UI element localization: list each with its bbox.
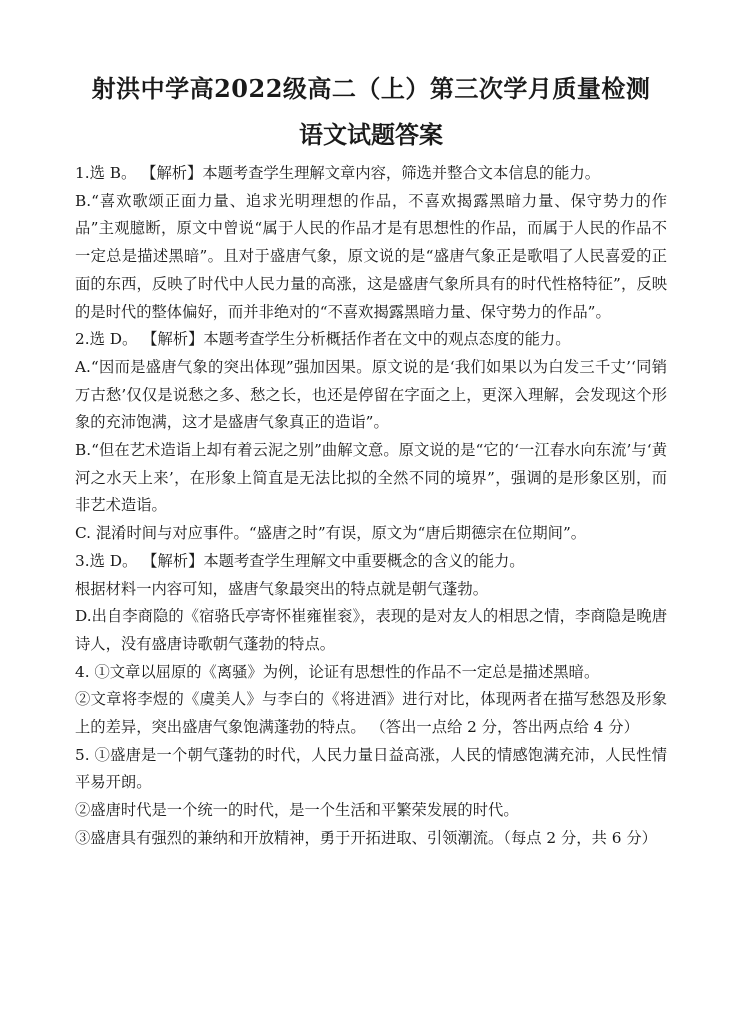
answer-paragraph: 4. ①文章以屈原的《离骚》为例，论证有思想性的作品不一定总是描述黑暗。: [75, 662, 600, 681]
answer-paragraph: 2.选 D。 【解析】本题考查学生分析概括作者在文中的观点态度的能力。: [75, 330, 571, 349]
document-title: 射洪中学高2022级高二（上）第三次学月质量检测: [91, 74, 651, 103]
answer-paragraph: B.“喜欢歌颂正面力量、追求光明理想的作品，不喜欢揭露黑暗力量、保守势力的作品”主观臆断，原文中曾说“属于人民的作品才是有思想性的作品，而属于人民的作品不一定总是描述黑暗”。且对于盛唐气象，原文说的是“盛唐气象正是歌唱了人民喜爱的正面的东西，反映了时代中人民力量的高涨，这是盛唐气象所具有的时代性格特征”，反映的是时代的整体偏好，而并非绝对的“不喜欢揭露黑暗力量、保守势力的作品”。: [75, 191, 667, 321]
answer-paragraph: ②文章将李煜的《虞美人》与李白的《将进酒》进行对比，体现两者在描写愁怨及形象上的差异，突出盛唐气象饱满蓬勃的特点。 （答出一点给 2 分，答出两点给 4 分）: [75, 690, 667, 737]
answer-paragraph: ②盛唐时代是一个统一的时代，是一个生活和平繁荣发展的时代。: [75, 801, 519, 820]
answer-paragraph: 1.选 B。 【解析】本题考查学生理解文章内容，筛选并整合文本信息的能力。: [75, 164, 601, 182]
answer-paragraph: 根据材料一内容可知，盛唐气象最突出的特点就是朝气蓬勃。: [75, 579, 489, 598]
answer-paragraph: D.出自李商隐的《宿骆氏亭寄怀崔雍崔衮》，表现的是对友人的相思之情，李商隐是晚唐诗人，没有盛唐诗歌朝气蓬勃的特点。: [75, 607, 667, 653]
answer-paragraph: 3.选 D。 【解析】本题考查学生理解文中重要概念的含义的能力。: [75, 551, 525, 570]
answer-paragraph: A.“因而是盛唐气象的突出体现”强加因果。原文说的是‘我们如果以为白发三千丈’‘同销万古愁’仅仅是说愁之多、愁之长，也还是停留在字面之上，更深入理解，会发现这个形象的充沛饱满，这才是盛唐气象真正的造诣”。: [75, 357, 667, 432]
answer-paragraph: 5. ①盛唐是一个朝气蓬勃的时代，人民力量日益高涨，人民的情感饱满充沛，人民性情平易开朗。: [75, 745, 667, 792]
answer-paragraph: B.“但在艺术造诣上却有着云泥之别”曲解文意。原文说的是“它的‘一江春水向东流’与‘黄河之水天上来’，在形象上简直是无法比拟的全然不同的境界”，强调的是形象区别，而非艺术造诣。: [75, 441, 667, 515]
document-subtitle: 语文试题答案: [299, 120, 443, 149]
answer-paragraph: C. 混淆时间与对应事件。“盛唐之时”有误，原文为“唐后期德宗在位期间”。: [75, 524, 587, 543]
answer-body: [75, 160, 667, 853]
answer-paragraph: ③盛唐具有强烈的兼纳和开放精神，勇于开拓进取、引领潮流。（每点 2 分，共 6 分）: [75, 828, 657, 847]
